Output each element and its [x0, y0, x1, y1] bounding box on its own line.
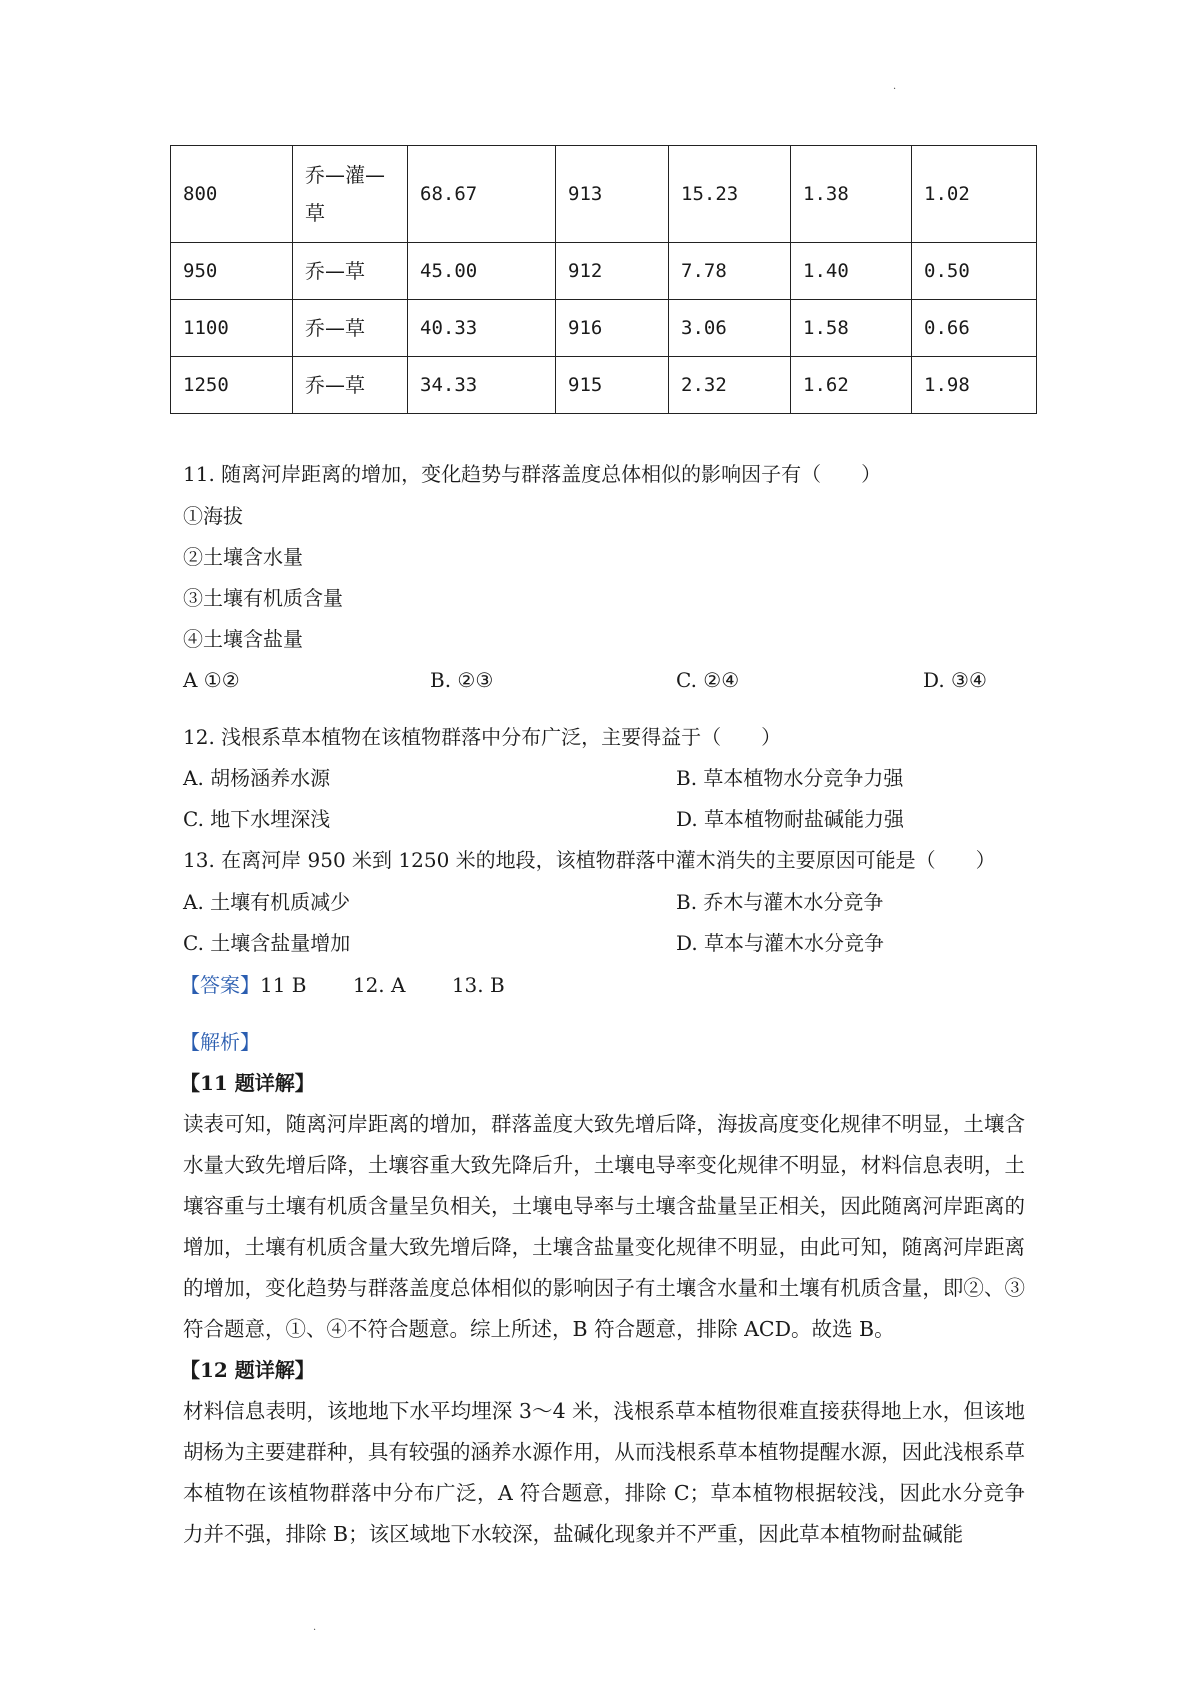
- table-row: [171, 243, 1037, 300]
- cell-distance: 1100: [171, 300, 293, 357]
- q12-option-b: B. 草本植物水分竞争力强: [676, 766, 904, 790]
- q12-detail-paragraph: 材料信息表明，该地地下水平均埋深 3～4 米，浅根系草本植物很难直接获得地上水，但该地胡杨为主要建群种，具有较强的涵养水源作用，从而浅根系草本植物提醒水源，因此浅根系草本植物在该植物群落中分布广泛，A 符合题意，排除 C；草本植物根据较浅，因此水分竞争力并不强，排除 B；该区域地下水较深，盐碱化现象并不严重，因此草本植物耐盐碱能: [183, 1399, 1025, 1546]
- q11-option-a: A ①②: [183, 668, 240, 692]
- q12-stem: 12. 浅根系草本植物在该植物群落中分布广泛，主要得益于（ ）: [183, 725, 782, 749]
- q13-stem: 13. 在离河岸 950 米到 1250 米的地段，该植物群落中灌木消失的主要原因可能是（ ）: [183, 848, 996, 872]
- answer-tag: 【答案】: [180, 973, 260, 997]
- vegetation-line-2: 草: [305, 201, 325, 225]
- q11-option-d: D. ③④: [923, 668, 987, 692]
- cell-value: 2.32: [669, 357, 791, 414]
- table-row: [171, 357, 1037, 414]
- cell-value: 912: [556, 243, 669, 300]
- q13-option-a: A. 土壤有机质减少: [183, 890, 351, 914]
- q11-item-4: ④土壤含盐量: [183, 627, 303, 651]
- table-row: [171, 300, 1037, 357]
- cell-value: 1.02: [912, 146, 1037, 243]
- scan-dot: ·: [893, 84, 897, 95]
- cell-value: 1.98: [912, 357, 1037, 414]
- cell-value: 40.33: [408, 300, 556, 357]
- cell-vegetation: 乔—草: [293, 300, 408, 357]
- cell-value: 1.40: [791, 243, 912, 300]
- q12-option-d: D. 草本植物耐盐碱能力强: [676, 807, 905, 831]
- q11-detail-paragraph: 读表可知，随离河岸距离的增加，群落盖度大致先增后降，海拔高度变化规律不明显，土壤含水量大致先增后降，土壤容重大致先降后升，土壤电导率变化规律不明显，材料信息表明，土壤容重与土壤有机质含量呈负相关，土壤电导率与土壤含盐量呈正相关，因此随离河岸距离的增加，土壤有机质含量大致先增后降，土壤含盐量变化规律不明显，由此可知，随离河岸距离的增加，变化趋势与群落盖度总体相似的影响因子有土壤含水量和土壤有机质含量，即②、③符合题意，①、④不符合题意。综上所述，B 符合题意，排除 ACD。故选 B。: [183, 1112, 1025, 1341]
- cell-value: 68.67: [408, 146, 556, 243]
- cell-vegetation: [293, 146, 408, 243]
- table-row: [171, 146, 1037, 243]
- q11-option-c: C. ②④: [676, 668, 740, 692]
- cell-value: 0.50: [912, 243, 1037, 300]
- data-table: [170, 145, 1037, 414]
- cell-value: 916: [556, 300, 669, 357]
- cell-value: 913: [556, 146, 669, 243]
- cell-distance: 800: [171, 146, 293, 243]
- q13-option-d: D. 草本与灌木水分竞争: [676, 931, 885, 955]
- q11-item-1: ①海拔: [183, 504, 243, 528]
- answer-text: 11 B 12. A 13. B: [260, 973, 505, 997]
- q11-stem: 11. 随离河岸距离的增加，变化趋势与群落盖度总体相似的影响因子有（ ）: [183, 462, 882, 486]
- vegetation-line-1: 乔—灌—: [305, 163, 385, 187]
- q12-detail-heading: 【12 题详解】: [180, 1358, 315, 1382]
- cell-value: 915: [556, 357, 669, 414]
- q12-option-c: C. 地下水埋深浅: [183, 807, 331, 831]
- scan-dot: ·: [313, 1625, 317, 1636]
- cell-value: 1.58: [791, 300, 912, 357]
- cell-distance: 950: [171, 243, 293, 300]
- cell-value: 7.78: [669, 243, 791, 300]
- cell-value: 1.38: [791, 146, 912, 243]
- answer-line: [180, 971, 505, 999]
- cell-value: 0.66: [912, 300, 1037, 357]
- cell-value: 1.62: [791, 357, 912, 414]
- q13-option-b: B. 乔木与灌木水分竞争: [676, 890, 884, 914]
- cell-value: 3.06: [669, 300, 791, 357]
- q11-item-2: ②土壤含水量: [183, 545, 303, 569]
- cell-vegetation: 乔—草: [293, 243, 408, 300]
- q11-item-3: ③土壤有机质含量: [183, 586, 343, 610]
- q13-option-c: C. 土壤含盐量增加: [183, 931, 351, 955]
- analysis-tag: 【解析】: [180, 1030, 260, 1054]
- q11-option-b: B. ②③: [430, 668, 494, 692]
- cell-value: 45.00: [408, 243, 556, 300]
- cell-value: 15.23: [669, 146, 791, 243]
- cell-value: 34.33: [408, 357, 556, 414]
- cell-vegetation: 乔—草: [293, 357, 408, 414]
- q12-option-a: A. 胡杨涵养水源: [183, 766, 331, 790]
- q11-detail-heading: 【11 题详解】: [180, 1071, 315, 1095]
- cell-distance: 1250: [171, 357, 293, 414]
